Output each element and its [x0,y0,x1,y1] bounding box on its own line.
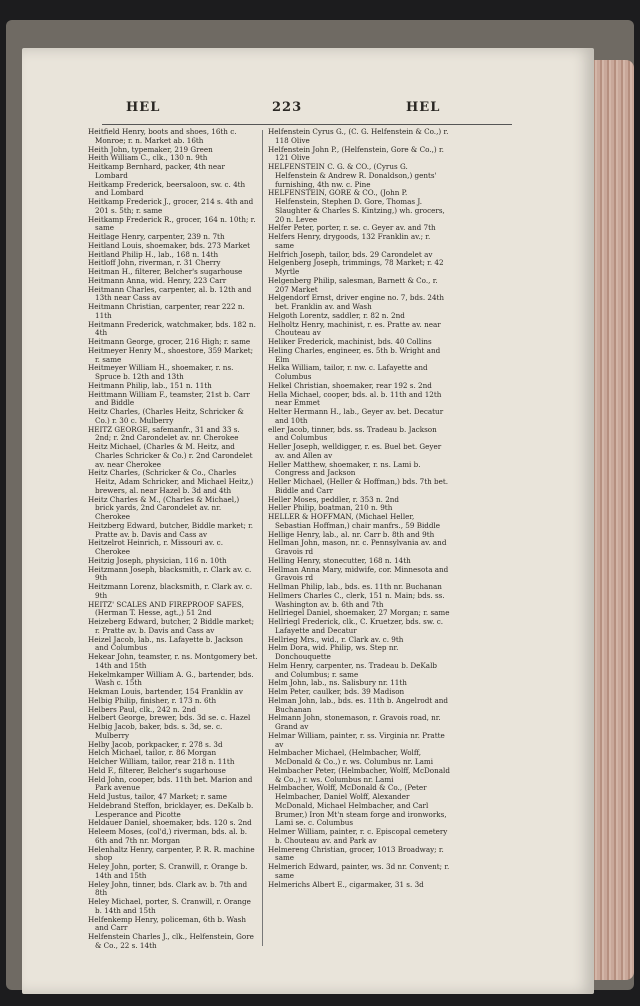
directory-entry: Heitmann Charles, carpenter, al. b. 12th and 13th near Cass av [88,284,252,303]
directory-entry: Hella Michael, cooper, bds. al. b. 11th and 12th near Emmet [268,389,442,408]
header-left-guide: HEL [126,100,161,115]
directory-entry: Helbers Paul, clk., 242 n. 2nd [88,704,196,714]
directory-entry: Hellriegl Frederick, clk., C. Kruetzer, bds. sw. c. Lafayette and Decatur [268,617,444,635]
directory-entry: Helm John, lab., ns. Salisbury nr. 11th [268,678,407,688]
directory-entry: Heitzelrot Heinrich, r. Missouri av. c. Cherokee [88,538,223,556]
directory-entry: Heitz Michael, (Charles & M. Heitz, and Charles Schricker & Co.) r. 2nd Carondelet av. near Cherokee [88,442,253,469]
directory-entry: Helfenstein John P., (Helfenstein, Gore & Co.,) r. 121 Olive [268,144,444,163]
directory-entry: Helmann John, stonemason, r. Gravois road, nr. Grand av [268,713,441,731]
directory-entry: Helmbacher Michael, (Helmbacher, Wolff, McDonald & Co.,) r. ws. Columbus nr. Lami [268,748,434,766]
directory-entry: Helgenberg Philip, salesman, Barnett & Co., r. 207 Market [268,275,438,294]
directory-entry: Heith John, typemaker, 219 Green [88,144,213,154]
directory-entry: Helm Peter, caulker, bds. 39 Madison [268,687,405,696]
directory-entry: Heitmann Christian, carpenter, rear 222 n. 11th [88,302,245,320]
directory-entry: Heley Michael, porter, S. Cranwill, r. Orange b. 14th and 15th [88,897,251,915]
directory-entry: Helfenstein Cyrus G., (C. G. Helfenstein & Co.,) r. 118 Olive [268,127,449,145]
directory-entry: Heitmann Frederick, watchmaker, bds. 182 n. 4th [88,319,256,338]
directory-entry: Heitkamp Bernhard, packer, 4th near Lombard [88,162,225,180]
directory-entry: Heleem Moses, (col'd,) riverman, bds. al. b. 6th and 7th nr. Morgan [88,827,248,845]
directory-entry: Helmer William, painter, r. c. Episcopal cemetery b. Chouteau av. and Park av [268,827,448,845]
directory-entry: Helby Jacob, porkpacker, r. 278 s. 3d [88,739,223,749]
directory-entry: Helbig Jacob, baker, bds. s. 3d, se. c. Mulberry [88,722,223,740]
directory-entry: Helter Hermann H., lab., Geyer av. bet. Decatur and 10th [268,407,444,425]
directory-entry: Helfrich Joseph, tailor, bds. 29 Carondelet av [268,249,433,259]
right-column [268,128,450,889]
directory-entry: Helbert George, brewer, bds. 3d se. c. Hazel [88,713,251,723]
directory-entry: Helfer Peter, porter, r. se. c. Geyer av. and 7th [268,223,436,233]
directory-entry: Hellriegel Daniel, shoemaker, 27 Morgan; r. same [268,608,450,618]
column-divider [262,130,263,946]
directory-entry: HEITZ GEORGE, safemanfr., 31 and 33 s. 2nd; r. 2nd Carondelet av. nr. Cherokee [88,424,240,443]
directory-entry: Heitland Philip H., lab., 168 n. 14th [88,249,219,259]
directory-entry: Heitz Charles, (Schricker & Co., Charles Heitz, Adam Schricker, and Michael Heitz,) brewers, al. near Hazel b. 3d and 4th [88,468,254,495]
directory-entry: Heling Charles, engineer, es. 5th b. Wright and Elm [268,345,441,364]
page-number: 223 [272,100,303,115]
directory-entry: Helmerich Edward, painter, ws. 3d nr. Convent; r. same [268,862,450,880]
directory-entry: Helfenstein Charles J., clk., Helfenstein, Gore & Co., 22 s. 14th [88,932,254,950]
directory-entry: Hekman Louis, bartender, 154 Franklin av [88,687,243,696]
directory-entry: Hellige Henry, lab., al. nr. Carr b. 8th and 9th [268,529,435,539]
directory-entry: Held Justus, tailor, 47 Market; r. same [88,792,227,801]
directory-entry: HELFENSTEIN, GORE & CO., (John P. Helfenstein, Stephen D. Gore, Thomas J. Slaughter & Charles S. Kintzing,) wh. grocers, 20 n. Levee [268,188,445,224]
directory-entry: Heley John, porter, S. Cranwill, r. Orange b. 14th and 15th [88,862,248,880]
directory-entry: eller Jacob, tinner, bds. ss. Tradeau b. Jackson and Columbus [268,424,437,443]
header-right-guide: HEL [406,100,441,115]
directory-entry: Heitzberg Edward, butcher, Biddle market; r. Pratte av. b. Davis and Cass av [88,520,254,539]
directory-entry: Heitland Louis, shoemaker, bds. 273 Market [88,240,250,250]
directory-entry: Heitmann Anna, wid. Henry, 223 Carr [88,275,227,285]
directory-entry: Helgendorf Ernst, driver engine no. 7, bds. 24th bet. Franklin av. and Wash [268,293,445,311]
directory-entry: Helgenberg Joseph, trimmings, 78 Market; r. 42 Myrtle [268,258,444,276]
book [6,20,634,990]
directory-entry: HELFENSTEIN C. G. & CO., (Cyrus G. Helfenstein & Andrew R. Donaldson,) gents' furnishing, 4th nw. c. Pine [268,162,437,189]
directory-entry: Helmerichs Albert E., cigarmaker, 31 s. 3d [268,879,424,889]
left-column [88,128,258,951]
directory-entry: Helm Dora, wid. Philip, ws. Step nr. Donchouquette [268,643,399,661]
directory-entry: Heitman H., filterer, Belcher's sugarhouse [88,267,243,276]
directory-entry: Heldauer Daniel, shoemaker, bds. 120 s. 2nd [88,818,252,828]
directory-entry: Helfers Henry, drygoods, 132 Franklin av.; r. same [268,232,431,250]
directory-entry: Hekelmkamper William A. G., bartender, bds. Wash c. 15th [88,669,254,688]
directory-entry: Hekear John, teamster, r. ns. Montgomery bet. 14th and 15th [88,652,258,670]
directory-entry: Heliker Frederick, machinist, bds. 40 Collins [268,337,432,346]
directory-entry: Helmbacher Peter, (Helmbacher, Wolff, McDonald & Co.,) r. ws. Columbus nr. Lami [268,765,450,784]
directory-entry: Helkel Christian, shoemaker, rear 192 s. 2nd [268,380,432,390]
directory-entry: Held John, cooper, bds. 11th bet. Marion and Park avenue [88,774,253,793]
directory-entry: Heller Philip, boatman, 210 n. 9th [268,503,393,513]
directory-entry: Helgoth Lorentz, saddler, r. 82 n. 2nd [268,310,405,320]
directory-entry: Heitzig Joseph, physician, 116 n. 10th [88,555,227,565]
directory-entry: Hellman John, mason, nr. c. Pennsylvania av. and Gravois rd [268,538,447,556]
directory-entry: Heitmann George, grocer, 216 High; r. same [88,337,251,346]
directory-entry: Heitz Charles, (Charles Heitz, Schricker & Co.) r. 30 c. Mulberry [88,407,244,425]
directory-page [22,48,594,994]
directory-entry: Heitz Charles & M., (Charles & Michael,) brick yards, 2nd Carondelet av. nr. Cherokee [88,494,240,521]
directory-entry: Heitkamp Frederick J., grocer, 214 s. 4th and 201 s. 5th; r. same [88,197,254,215]
directory-entry: Heitkamp Frederick R., grocer, 164 n. 10th; r. same [88,214,256,233]
directory-entry: Heitmeyer William H., shoemaker, r. ns. Spruce b. 12th and 13th [88,363,234,381]
directory-entry: Heley John, tinner, bds. Clark av. b. 7th and 8th [88,879,248,898]
directory-entry: Hellman Philip, lab., bds. es. 11th nr. Buchanan [268,582,442,591]
directory-entry: Heller Matthew, shoemaker, r. ns. Lami b. Congress and Jackson [268,459,421,478]
directory-entry: Helbig Philip, finisher, r. 173 n. 6th [88,695,217,705]
directory-entry: Heitkamp Frederick, beersaloon, sw. c. 4th and Lombard [88,179,246,198]
directory-entry: Heller Moses, peddler, r. 353 n. 2nd [268,494,400,504]
directory-entry: Helman John, lab., bds. es. 11th b. Angelrodt and Buchanan [268,695,449,714]
directory-entry: Helholtz Henry, machinist, r. es. Pratte av. near Chouteau av [268,319,441,338]
directory-entry: HEITZ' SCALES AND FIREPROOF SAFES, (Herman T. Hesse, agt.,) 51 2nd [88,599,244,618]
directory-entry: Heller Joseph, welldigger, r. es. Buel bet. Geyer av. and Allen av [268,442,442,460]
directory-entry: Heitzmann Lorenz, blacksmith, r. Clark av. c. 9th [88,582,253,600]
directory-entry: Helfenkemp Henry, policeman, 6th b. Wash and Carr [88,914,246,933]
directory-entry: Heitfield Henry, boots and shoes, 16th c. Monroe; r. n. Market ab. 16th [88,127,237,145]
directory-entry: Helmar William, painter, r. ss. Virginia nr. Pratte av [268,730,445,749]
directory-entry: Hellmers Charles C., clerk, 151 n. Main; bds. ss. Washington av. b. 6th and 7th [268,590,445,609]
directory-entry: Heitloff John, riverman, r. 31 Cherry [88,258,221,268]
directory-entry: Heith William C., clk., 130 n. 9th [88,153,208,163]
directory-entry: Helling Henry, stonecutter, 168 n. 14th [268,555,411,565]
directory-entry: Helcher William, tailor, rear 218 n. 11th [88,757,235,766]
directory-entry: Helmbacher, Wolff, McDonald & Co., (Peter Helmbacher, Daniel Wolff, Alexander McDonald, Michael Helmbacher, and Carl Brumer,) Iron Mt'n steam forge and ironworks, Lami se. c. Columbus [268,783,447,828]
directory-entry: Held F., filterer, Belcher's sugarhouse [88,765,226,775]
directory-entry: Helka William, tailor, r. nw. c. Lafayette and Columbus [268,363,428,381]
directory-entry: Helmereng Christian, grocer, 1013 Broadway; r. same [268,844,444,863]
directory-entry: Heller Michael, (Heller & Hoffman,) bds. 7th bet. Biddle and Carr [268,477,449,495]
directory-entry: Helenhaltz Henry, carpenter, P. R. R. machine shop [88,844,255,863]
directory-entry: Heitzmann Joseph, blacksmith, r. Clark av. c. 9th [88,564,252,583]
directory-entry: Hellman Anna Mary, midwife, cor. Minnesota and Gravois rd [268,564,449,583]
directory-entry: Helch Michael, tailor, r. 86 Morgan [88,748,217,758]
directory-entry: Heitmeyer Henry M., shoestore, 359 Market; r. same [88,345,254,364]
directory-entry: Heittmann William F., teamster, 21st b. Carr and Biddle [88,389,250,408]
header-rule [102,124,512,125]
directory-entry: Heizel Jacob, lab., ns. Lafayette b. Jackson and Columbus [88,634,244,653]
directory-entry: Helm Henry, carpenter, ns. Tradeau b. DeKalb and Columbus; r. same [268,660,437,679]
directory-entry: Hellrieg Mrs., wid., r. Clark av. c. 9th [268,634,404,644]
directory-entry: HELLER & HOFFMAN, (Michael Heller, Sebastian Hoffman,) chair manfrs., 59 Biddle [268,512,441,530]
directory-entry: Heitlage Henry, carpenter, 239 n. 7th [88,232,225,241]
directory-entry: Heldebrand Steffon, bricklayer, es. DeKalb b. Lesperance and Picotte [88,800,254,819]
directory-entry: Heizeberg Edward, butcher, 2 Biddle market; r. Pratte av. b. Davis and Cass av [88,617,255,635]
page-header [22,100,594,120]
directory-entry: Heitmann Philip, lab., 151 n. 11th [88,380,212,390]
